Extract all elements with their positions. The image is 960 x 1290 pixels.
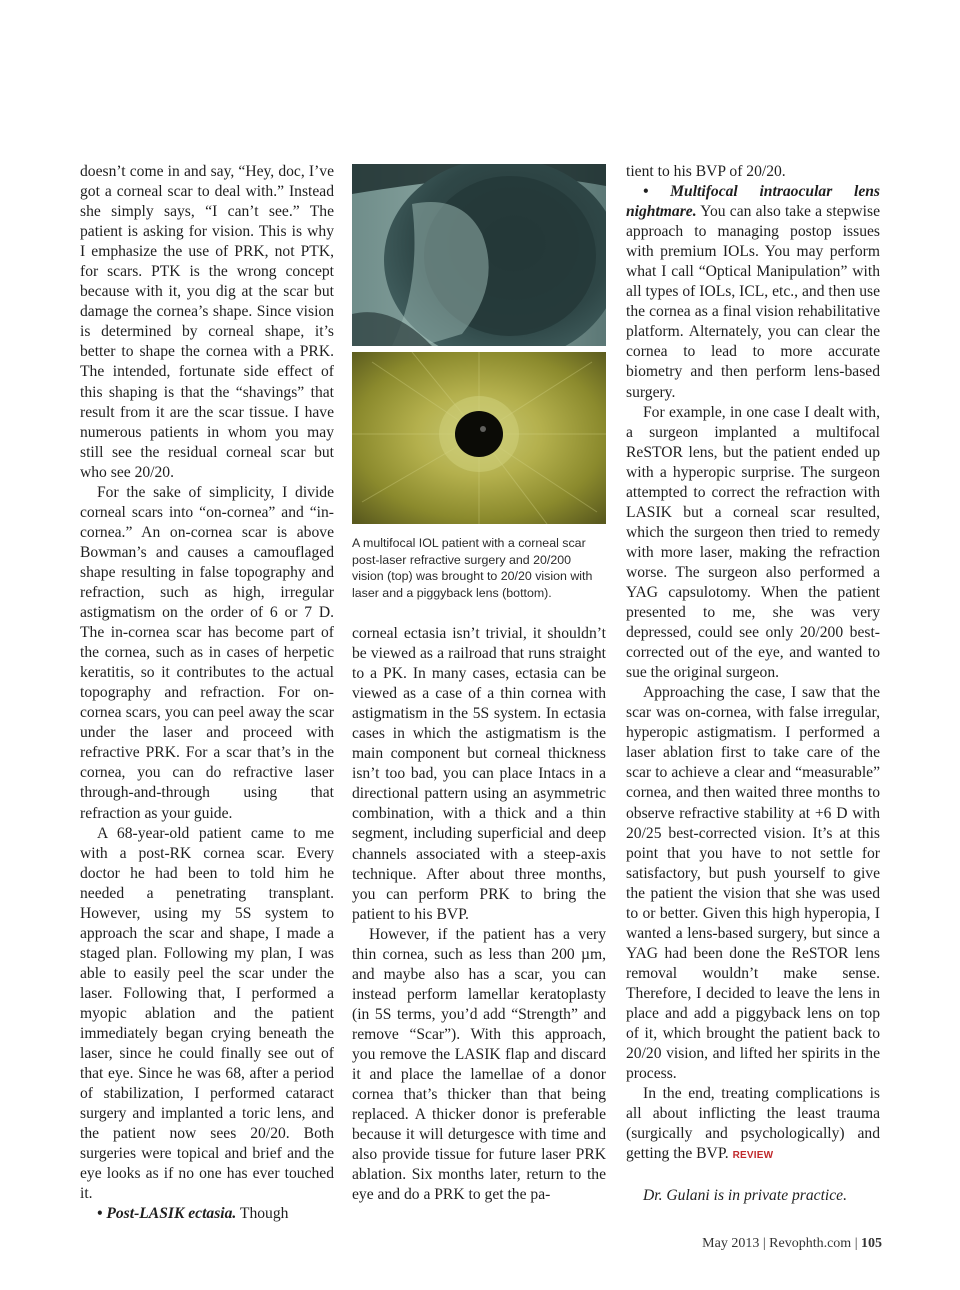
figure bbox=[352, 164, 606, 601]
eye-photo-bottom bbox=[352, 352, 606, 524]
footer-divider: | bbox=[854, 1236, 861, 1251]
paragraph: A 68-year-old patient came to me with a post-RK cornea scar. Every doctor he had been to told him he needed a penetrating transplant. However, using my 5S system to approach the scar and shape, I made a staged plan. Following my plan, I was able to easily peel the scar under the laser. Following that, I performed a myopic ablation and the patient immediately began crying beneath the laser, since he could finally see out of that eye. Since he was 68, after a period of stabilization, I performed cataract surgery and implanted a toric lens, and the patient now sees 20/20. Both surgeries were topical and brief and the eye looks as if no one has ever touched it. bbox=[80, 824, 334, 1203]
paragraph: However, if the patient has a very thin cornea, such as less than 200 µm, and maybe also has a scar, you can instead perform lamellar keratoplasty (in 5S terms, you’d add “Strength” and remove “Scar”). With this approach, you remove the LASIK flap and discard it and place the lamellae of a donor cornea that’s thicker than that being replaced. A thicker donor is preferable because it will deturgesce with time and also provide tissue for future laser PRK ablation. Six months later, return to the eye and do a PRK to get the pa- bbox=[352, 925, 606, 1204]
paragraph bbox=[626, 1084, 880, 1166]
paragraph bbox=[626, 182, 880, 403]
paragraph: doesn’t come in and say, “Hey, doc, I’ve got a corneal scar to deal with.” Instead she simply says, “I can’t see.” The patient is asking for vision. This is why I emphasize the use of PRK, not PTK, for scars. PTK is the wrong concept because with it, you dig at the scar but damage the cornea’s shape. Since vision is determined by corneal shape, it’s better to shape the cornea with a PRK. The intended, fortunate side effect of this shaping is that the “shavings” that result from it are the scar tissue. I have numerous patients in whom you may still see the residual corneal scar but who see 20/20. bbox=[80, 163, 334, 481]
paragraph: For example, in one case I dealt with, a surgeon implanted a multifocal ReSTOR lens, but the patient ended up with a hyperopic surprise. The surgeon attempted to correct the refraction with LASIK but a corneal scar resulted, which the surgeon then tried to remedy with more laser, making the refraction worse. The surgeon also performed a YAG capsulotomy. When the patient presented to me, she was very depressed, could see only 20/200 best-corrected out of the eye, and wanted to sue the original surgeon. bbox=[626, 403, 880, 682]
footer-divider: | bbox=[762, 1236, 770, 1251]
paragraph: tient to his BVP of 20/20. bbox=[626, 163, 786, 180]
paragraph-text: Though bbox=[236, 1205, 289, 1223]
paragraph bbox=[80, 1204, 334, 1224]
article-column-3 bbox=[626, 162, 880, 1206]
author-byline: Dr. Gulani is in private practice. bbox=[643, 1187, 847, 1205]
eye-scar-image bbox=[352, 164, 606, 346]
paragraph: For the sake of simplicity, I divide corneal scars into “on-cornea” and “in-cornea.” An on-cornea scar is above Bowman’s and causes a camouflaged shape resulting in false topography and refraction, such as high, irregular astigmatism on the order of 6 or 7 D. The in-cornea scar has become part of the cornea, such as in cases of herpetic keratitis, so it contributes to the actual topography and refraction. For on-cornea scars, you can peel away the scar under the laser and proceed with refractive PRK. For a scar that’s in the cornea, you can do refractive laser through-and-through using that refraction as your guide. bbox=[80, 483, 334, 822]
article-column-2 bbox=[352, 624, 606, 1205]
eye-iris-image bbox=[352, 352, 606, 524]
footer-issue: May 2013 bbox=[702, 1236, 760, 1251]
paragraph-text: You can also take a stepwise approach to managing postop issues with premium IOLs. You may perform what I call “Optical Manipulation” with all types of IOLs, ICL, etc., and then use the cornea as a final vision rehabilitative platform. Alternately, you can clear the cornea to lead to more accurate biometry and then perform lens-based surgery. bbox=[626, 203, 880, 401]
section-lead: • Post-LASIK ectasia. bbox=[97, 1205, 237, 1223]
section-lead: • Multifocal intraocular lens nightmare. bbox=[626, 183, 880, 221]
article-column-1 bbox=[80, 162, 334, 1224]
eye-photo-top bbox=[352, 164, 606, 346]
page-footer bbox=[602, 1236, 882, 1252]
figure-caption: A multifocal IOL patient with a corneal scar post-laser refractive surgery and 20/200 vision (top) was brought to 20/20 vision with laser and a piggyback lens (bottom). bbox=[352, 536, 593, 600]
page-number: 105 bbox=[861, 1236, 882, 1251]
review-end-mark: REVIEW bbox=[732, 1150, 774, 1162]
paragraph: Approaching the case, I saw that the scar was on-cornea, with false irregular, hyperopic astigmatism. I performed a laser ablation first to take care of the scar to achieve a clear and “measurable” cornea, and then waited three months to observe refractive stability at +6 D with 20/25 best-corrected vision. It’s at this point that you have to not settle for satisfactory, but push yourself to give the patient the vision that she was used to or better. Given this high hyperopia, I wanted a lens-based surgery, but since a YAG had been done the ReSTOR lens removal wouldn’t make sense. Therefore, I decided to leave the lens in place and add a piggyback lens on top of it, which brought the patient back to 20/20 vision, and lifted her spirits in the process. bbox=[626, 684, 880, 1083]
paragraph: corneal ectasia isn’t trivial, it shouldn’t be viewed as a railroad that runs straight to a PK. In many cases, ectasia can be viewed as a case of a thin cornea with astigmatism in the 5S system. In ectasia cases in which the astigmatism is the main component but corneal thickness isn’t too bad, you can place Intacs in a directional pattern using an asymmetric combination, with a thick and a thin segment, including superficial and deep channels associated with a steep-axis technique. After about three months, you can perform PRK to bring the patient to his BVP. bbox=[352, 625, 606, 923]
paragraph-text: In the end, treating complications is all about inflicting the least trauma (surgically and psychologically) and getting the BVP. bbox=[626, 1085, 880, 1163]
footer-site: Revophth.com bbox=[769, 1236, 852, 1251]
